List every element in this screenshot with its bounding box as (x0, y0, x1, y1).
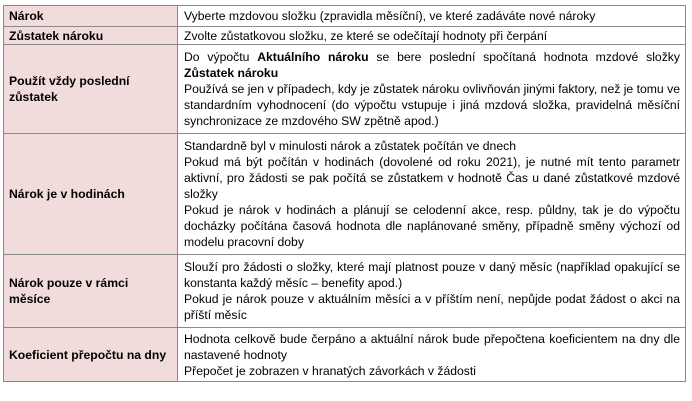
description-bold-term: Aktuálního nároku (257, 50, 369, 64)
row-label: Nárok je v hodinách (4, 134, 178, 255)
row-description (178, 45, 686, 134)
row-description (178, 255, 686, 328)
description-paragraph: Pokud je nárok v hodinách a plánují se celodenní akce, resp. půldny, tak je do výpočtu docházky počítána časová hodnota dle naplánované směny, případně směny výchozí od modelu pracovní doby (184, 203, 680, 249)
description-paragraph: Používá se jen v případech, kdy je zůstatek nároku ovlivňován jinými faktory, než je tomu ve standardním vyhodnocení (do výpočtu vstupuje i jiná mzdová složka, pravidelná měsíční synchronizace ze mzdového SW zpětně apod.) (184, 82, 680, 128)
description-text: se bere poslední spočítaná hodnota mzdové složky (368, 50, 680, 64)
description-bold-term: Zůstatek nároku (184, 66, 279, 80)
row-label: Zůstatek nároku (4, 27, 178, 45)
description-paragraph: Slouží pro žádosti o složky, které mají platnost pouze v daný měsíc (například opakující se konstanta každý měsíc – benefity apod.) (184, 260, 680, 290)
table-row-pouzit-posledni-zustatek (4, 45, 686, 134)
table-row-narok (4, 6, 686, 27)
table-row-narok-v-hodinach (4, 134, 686, 255)
description-paragraph: Pokud má být počítán v hodinách (dovolené od roku 2021), je nutné mít tento parametr aktivní, pro žádosti se pak počítá se zůstatkem v hodnotě Čas u dané zůstatkové mzdové složky (184, 155, 680, 201)
table-row-koeficient-prepoctu (4, 328, 686, 382)
row-label: Nárok (4, 6, 178, 27)
description-paragraph: Pokud je nárok pouze v aktuálním měsíci a v příštím není, nepůjde podat žádost o akci na příští měsíc (184, 292, 680, 322)
table-row-narok-v-ramci-mesice (4, 255, 686, 328)
row-label: Koeficient přepočtu na dny (4, 328, 178, 382)
description-paragraph: Standardně byl v minulosti nárok a zůstatek počítán ve dnech (184, 139, 516, 153)
row-description: Vyberte mzdovou složku (zpravidla měsíční), ve které zadáváte nové nároky (178, 6, 686, 27)
row-label: Nárok pouze v rámci měsíce (4, 255, 178, 328)
settings-table (3, 5, 686, 382)
table-row-zustatek-naroku (4, 27, 686, 45)
row-label: Použít vždy poslední zůstatek (4, 45, 178, 134)
row-description (178, 134, 686, 255)
row-description: Zvolte zůstatkovou složku, ze které se odečítají hodnoty při čerpání (178, 27, 686, 45)
description-text: Do výpočtu (184, 50, 258, 64)
row-description (178, 328, 686, 382)
description-paragraph: Přepočet je zobrazen v hranatých závorkách v žádosti (184, 363, 476, 378)
description-paragraph (184, 49, 680, 81)
description-paragraph: Hodnota celkově bude čerpáno a aktuální nárok bude přepočtena koeficientem na dny dle nastavené hodnoty (184, 331, 680, 362)
